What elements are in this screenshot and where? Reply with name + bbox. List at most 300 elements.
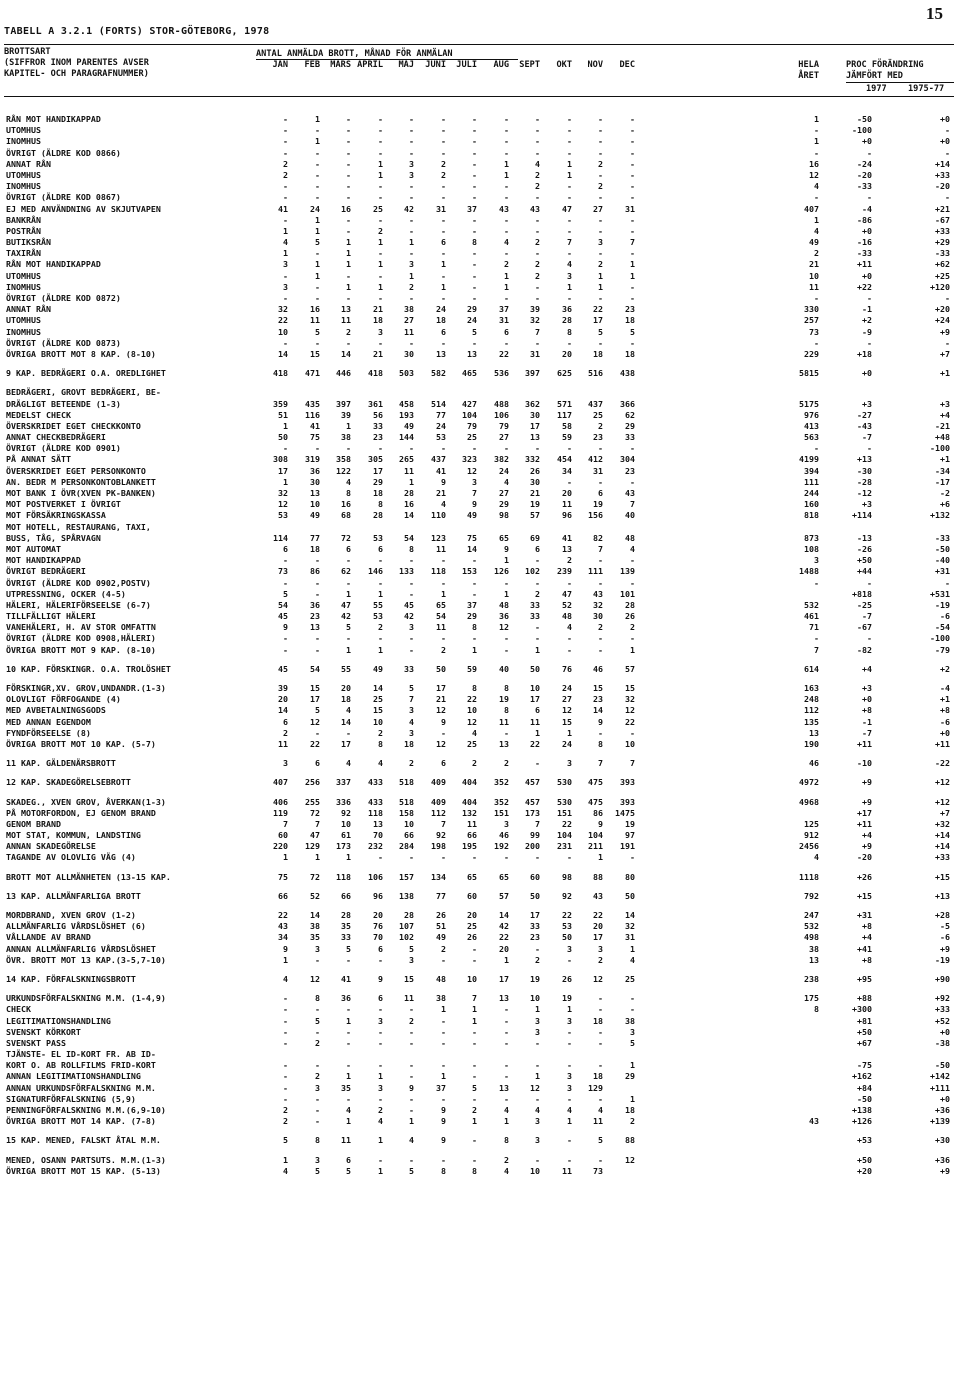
row-cell: - <box>535 443 540 454</box>
row-cell: 28 <box>341 910 351 920</box>
row-cell: -28 <box>857 476 872 487</box>
row-cell: - <box>535 852 540 863</box>
row-cell: 2 <box>535 169 540 180</box>
row-cell: - <box>378 147 383 158</box>
row-cell: -50 <box>935 543 950 554</box>
table-row <box>0 683 960 694</box>
row-cell: 16 <box>341 499 351 510</box>
row-cell: 86 <box>310 566 320 577</box>
column-subtitle-1: (SIFFROR INOM PARENTES AVSER <box>4 58 149 68</box>
row-cell: 5 <box>346 1165 351 1176</box>
row-cell: +20 <box>935 304 950 315</box>
row-cell: +84 <box>857 1082 872 1093</box>
row-cell: 304 <box>620 454 635 465</box>
row-cell: - <box>472 588 477 599</box>
row-cell: 393 <box>620 777 635 788</box>
row-cell: 9 <box>409 1082 414 1093</box>
row-cell: - <box>598 248 603 259</box>
row-cell: 65 <box>436 599 446 610</box>
row-cell: - <box>567 125 572 136</box>
row-cell: -79 <box>935 644 950 655</box>
month-header: AUG <box>493 60 509 70</box>
row-cell: 43 <box>593 890 603 901</box>
row-cell: 14 <box>278 705 288 716</box>
row-cell: -27 <box>857 409 872 420</box>
row-cell: +4 <box>862 830 872 841</box>
row-cell: 518 <box>399 777 414 788</box>
row-cell: 2456 <box>799 841 819 852</box>
row-cell: 582 <box>431 368 446 379</box>
row-cell: 4 <box>346 476 351 487</box>
row-cell: - <box>283 1037 288 1048</box>
row-label: UTOMHUS <box>6 125 41 136</box>
row-cell: 2 <box>504 1154 509 1165</box>
row-cell: 42 <box>341 611 351 622</box>
row-cell: +531 <box>930 588 950 599</box>
row-cell: 151 <box>557 807 572 818</box>
row-cell: -100 <box>930 633 950 644</box>
row-cell: 1 <box>472 1116 477 1127</box>
row-cell: 11 <box>404 465 414 476</box>
row-cell: 14 <box>341 348 351 359</box>
row-cell: 39 <box>341 409 351 420</box>
row-cell: 27 <box>404 315 414 326</box>
row-cell: 12 <box>593 973 603 984</box>
row-cell: 532 <box>804 599 819 610</box>
row-cell: 465 <box>462 368 477 379</box>
row-cell: 15 <box>310 683 320 693</box>
row-cell: 518 <box>399 796 414 807</box>
table-row <box>0 387 960 398</box>
row-cell: 30 <box>310 476 320 487</box>
row-cell: - <box>504 136 509 147</box>
row-cell: - <box>504 1071 509 1082</box>
row-cell: - <box>472 1037 477 1048</box>
row-label: DRÄGLIGT BETEENDE (1-3) <box>6 398 121 409</box>
row-cell: - <box>346 954 351 965</box>
row-cell: - <box>378 577 383 588</box>
row-cell: -100 <box>930 443 950 454</box>
row-cell: - <box>441 954 446 965</box>
row-cell: 12 <box>310 716 320 727</box>
row-cell: +50 <box>857 555 872 566</box>
row-cell: 9 <box>441 1135 446 1146</box>
month-header: MAJ <box>398 60 414 70</box>
row-cell: 1 <box>346 248 351 259</box>
row-cell: - <box>814 293 819 303</box>
row-cell: 102 <box>399 932 414 943</box>
row-label: FÖRSKINGR,XV. GROV,UNDANDR.(1-3) <box>6 683 166 693</box>
row-cell: +50 <box>857 1154 872 1165</box>
row-cell: - <box>945 577 950 588</box>
row-cell: 1 <box>472 1015 477 1026</box>
row-cell: - <box>441 443 446 454</box>
row-cell: 20 <box>373 910 383 920</box>
row-cell: - <box>504 1060 509 1071</box>
row-cell: 19 <box>530 973 540 984</box>
table-row <box>0 797 960 808</box>
row-cell: 26 <box>625 611 635 622</box>
row-cell: 6 <box>535 705 540 716</box>
row-cell: 2 <box>315 1037 320 1048</box>
row-cell: 1 <box>409 270 414 281</box>
row-cell: 15 <box>373 705 383 716</box>
row-cell: 112 <box>431 807 446 818</box>
row-cell: +1 <box>940 694 950 705</box>
row-cell: 20 <box>562 348 572 359</box>
row-cell: 211 <box>588 841 603 852</box>
row-cell: +31 <box>935 566 950 577</box>
row-cell: 1 <box>283 852 288 863</box>
row-cell: 118 <box>336 871 351 882</box>
row-cell: 28 <box>625 599 635 610</box>
row-cell: 5 <box>409 1165 414 1176</box>
row-cell: - <box>535 1037 540 1048</box>
row-cell: 2 <box>409 1015 414 1026</box>
row-cell: 163 <box>804 683 819 693</box>
row-cell: 1 <box>283 420 288 431</box>
row-label: MOT AUTOMAT <box>6 543 61 554</box>
row-cell: - <box>630 181 635 192</box>
row-cell: - <box>630 147 635 158</box>
row-cell: - <box>283 443 288 454</box>
row-cell: - <box>315 443 320 454</box>
row-cell: 70 <box>373 830 383 841</box>
row-cell: 3 <box>814 555 819 566</box>
row-cell: 18 <box>593 1015 603 1026</box>
row-cell: - <box>504 214 509 225</box>
row-cell: 10 <box>809 270 819 281</box>
row-cell: - <box>504 443 509 454</box>
row-cell: 3 <box>535 1135 540 1146</box>
row-cell: 407 <box>804 203 819 214</box>
row-cell: - <box>472 181 477 192</box>
row-cell: 4 <box>504 476 509 487</box>
table-row <box>0 159 960 170</box>
row-cell: - <box>472 954 477 965</box>
row-cell: - <box>535 192 540 203</box>
table-row <box>0 891 960 902</box>
row-cell: 418 <box>368 368 383 379</box>
row-cell: 220 <box>273 841 288 852</box>
table-row <box>0 728 960 739</box>
row-cell: 198 <box>431 841 446 852</box>
row-cell: 2 <box>535 259 540 270</box>
table-row <box>0 432 960 443</box>
row-cell: 13 <box>310 622 320 633</box>
row-cell: 18 <box>310 543 320 554</box>
row-cell: 3 <box>409 954 414 965</box>
row-cell: 60 <box>530 871 540 882</box>
row-cell: +0 <box>862 368 872 379</box>
row-cell: +142 <box>930 1071 950 1082</box>
row-cell: 43 <box>809 1116 819 1127</box>
table-row <box>0 1094 960 1105</box>
row-cell: -4 <box>862 203 872 214</box>
row-cell: 80 <box>625 871 635 882</box>
row-cell: 336 <box>336 796 351 807</box>
row-cell: - <box>598 644 603 655</box>
row-cell: +139 <box>930 1116 950 1127</box>
row-cell: 15 <box>625 683 635 693</box>
row-cell: 1 <box>504 1116 509 1127</box>
row-cell: 52 <box>562 599 572 610</box>
row-cell: 10 <box>530 683 540 693</box>
row-cell: 2 <box>630 622 635 633</box>
row-cell: 284 <box>399 841 414 852</box>
row-cell: 1 <box>598 281 603 292</box>
row-cell: -6 <box>940 932 950 943</box>
row-cell: 22 <box>499 932 509 943</box>
row-cell: 3 <box>567 758 572 769</box>
row-cell: 4 <box>630 543 635 554</box>
row-cell: 138 <box>399 890 414 901</box>
row-cell: 57 <box>530 510 540 521</box>
row-cell: 2 <box>598 622 603 633</box>
row-cell: 10 <box>341 818 351 829</box>
row-cell: - <box>409 1105 414 1115</box>
row-cell: - <box>504 114 509 124</box>
month-header: APRIL <box>357 60 383 70</box>
row-cell: 37 <box>467 203 477 214</box>
row-cell: 60 <box>467 890 477 901</box>
table-row <box>0 852 960 863</box>
table-row <box>0 589 960 600</box>
row-cell: +9 <box>940 943 950 954</box>
row-cell: +12 <box>935 777 950 788</box>
row-cell: 116 <box>305 409 320 420</box>
row-cell: - <box>504 1026 509 1037</box>
row-label: MED AVBETALNINGSGODS <box>6 705 106 716</box>
row-cell: 397 <box>336 398 351 409</box>
row-cell: 7 <box>283 818 288 829</box>
row-label: CHECK <box>6 1004 31 1015</box>
row-cell: 3 <box>567 1071 572 1082</box>
row-cell: 15 <box>562 716 572 727</box>
row-cell: 5 <box>598 326 603 337</box>
row-cell: 73 <box>278 566 288 577</box>
row-cell: 24 <box>499 465 509 476</box>
row-cell: 42 <box>499 921 509 932</box>
row-cell: - <box>346 1037 351 1048</box>
row-cell: - <box>535 758 540 769</box>
row-cell: 41 <box>436 465 446 476</box>
row-cell: - <box>409 1071 414 1082</box>
row-cell: 173 <box>336 841 351 852</box>
row-cell: +162 <box>852 1071 872 1082</box>
row-cell: 5 <box>598 1135 603 1146</box>
row-cell: 7 <box>814 644 819 655</box>
row-cell: 393 <box>620 796 635 807</box>
row-cell: - <box>535 577 540 588</box>
row-cell: 40 <box>499 663 509 674</box>
row-cell: 47 <box>562 203 572 214</box>
row-cell: - <box>630 281 635 292</box>
row-cell: - <box>409 181 414 192</box>
row-cell: 2 <box>598 954 603 965</box>
row-cell: 37 <box>436 1082 446 1093</box>
table-row <box>0 338 960 349</box>
table-row <box>0 315 960 326</box>
row-cell: 14 <box>593 705 603 716</box>
row-cell: 98 <box>562 871 572 882</box>
row-cell: - <box>598 577 603 588</box>
row-cell: - <box>567 1037 572 1048</box>
row-label: INOMHUS <box>6 136 41 147</box>
row-cell: -86 <box>857 214 872 225</box>
row-cell: 3 <box>315 943 320 954</box>
row-cell: - <box>567 443 572 454</box>
row-cell: -22 <box>935 758 950 769</box>
table-row <box>0 399 960 410</box>
row-cell: - <box>346 114 351 124</box>
row-cell: 11 <box>809 281 819 292</box>
table-row <box>0 739 960 750</box>
row-cell: - <box>630 225 635 236</box>
row-cell: 153 <box>462 566 477 577</box>
row-cell: +9 <box>940 326 950 337</box>
row-cell: - <box>630 125 635 136</box>
table-row <box>0 271 960 282</box>
row-cell: -54 <box>935 622 950 633</box>
row-cell: 13 <box>341 304 351 315</box>
row-cell: - <box>441 727 446 738</box>
row-label: ANNAN LEGITIMATIONSHANDLING <box>6 1071 141 1082</box>
table-row <box>0 717 960 728</box>
row-cell: 1 <box>315 214 320 225</box>
row-cell: +18 <box>857 348 872 359</box>
row-cell: 71 <box>809 622 819 633</box>
row-cell: 3 <box>283 259 288 270</box>
row-cell: -75 <box>857 1060 872 1071</box>
table-row <box>0 819 960 830</box>
row-cell: 8 <box>378 499 383 510</box>
row-cell: 28 <box>404 488 414 498</box>
row-cell: +15 <box>935 871 950 882</box>
row-cell: 2 <box>598 259 603 270</box>
table-row <box>0 421 960 432</box>
row-cell: 9 <box>598 818 603 829</box>
row-cell: - <box>315 169 320 180</box>
row-cell: 59 <box>562 432 572 443</box>
table-row <box>0 192 960 203</box>
row-cell: 53 <box>278 510 288 521</box>
row-cell: 41 <box>278 203 288 214</box>
row-cell: 4 <box>567 1105 572 1115</box>
row-cell: +9 <box>862 796 872 807</box>
row-cell: 7 <box>535 326 540 337</box>
table-row <box>0 248 960 259</box>
table-row <box>0 664 960 675</box>
table-row <box>0 694 960 705</box>
row-cell: - <box>283 993 288 1004</box>
row-cell: 13 <box>562 543 572 554</box>
row-cell: 625 <box>557 368 572 379</box>
row-cell: - <box>441 114 446 124</box>
table-row <box>0 921 960 932</box>
row-cell: 1 <box>567 1004 572 1015</box>
row-cell: 33 <box>341 932 351 943</box>
row-cell: - <box>409 1060 414 1071</box>
row-cell: 66 <box>278 890 288 901</box>
row-cell: 1 <box>814 214 819 225</box>
row-cell: - <box>472 270 477 281</box>
row-cell: - <box>441 1093 446 1104</box>
row-cell: 66 <box>467 830 477 841</box>
row-cell: - <box>814 147 819 158</box>
row-cell: - <box>378 954 383 965</box>
row-cell: 31 <box>593 465 603 476</box>
row-cell: 6 <box>283 543 288 554</box>
row-cell: - <box>630 136 635 147</box>
row-label: ÖVRIGT (ÄLDRE KOD 0872) <box>6 293 121 303</box>
row-cell: +6 <box>940 499 950 510</box>
row-cell: 11 <box>310 315 320 326</box>
row-cell: 17 <box>310 694 320 705</box>
row-cell: 2 <box>378 225 383 236</box>
row-cell: +33 <box>935 169 950 180</box>
row-cell: +9 <box>862 777 872 788</box>
row-cell: +15 <box>857 890 872 901</box>
table-row <box>0 349 960 360</box>
row-cell: - <box>378 1154 383 1165</box>
row-cell: 29 <box>467 304 477 315</box>
row-cell: - <box>630 248 635 259</box>
row-label: FYNDFÖRSEELSE (8) <box>6 727 91 738</box>
row-cell: - <box>567 293 572 303</box>
row-cell: 13 <box>499 993 509 1004</box>
row-cell: 40 <box>625 510 635 521</box>
table-row <box>0 1004 960 1015</box>
row-cell: - <box>598 727 603 738</box>
row-cell: - <box>441 147 446 158</box>
row-cell: - <box>535 147 540 158</box>
row-cell: 1 <box>567 169 572 180</box>
row-cell: - <box>346 1093 351 1104</box>
row-cell: 1 <box>441 588 446 599</box>
row-cell: 3 <box>409 622 414 633</box>
row-cell: - <box>378 192 383 203</box>
row-cell: 1 <box>504 270 509 281</box>
row-cell: 14 <box>373 683 383 693</box>
row-cell: 20 <box>499 943 509 954</box>
row-label: ALLMÄNFARLIG VÅRDSLÖSHET (6) <box>6 921 146 932</box>
row-cell: - <box>630 114 635 124</box>
table-row <box>0 758 960 769</box>
row-cell: - <box>409 225 414 236</box>
row-cell: - <box>378 1004 383 1015</box>
table-row <box>0 955 960 966</box>
row-cell: 51 <box>436 921 446 932</box>
row-cell: 2 <box>814 248 819 259</box>
row-cell: 53 <box>436 432 446 443</box>
row-cell: +81 <box>857 1015 872 1026</box>
row-cell: - <box>378 852 383 863</box>
row-cell: - <box>535 293 540 303</box>
row-cell: +9 <box>940 1165 950 1176</box>
row-cell: 3 <box>378 326 383 337</box>
row-cell: 4 <box>409 716 414 727</box>
row-cell: 1 <box>630 259 635 270</box>
row-cell: 9 <box>441 1105 446 1115</box>
row-cell: - <box>315 158 320 169</box>
row-cell: - <box>567 852 572 863</box>
row-label: UTPRESSNING, OCKER (4-5) <box>6 588 126 599</box>
row-cell: 70 <box>373 932 383 943</box>
row-cell: - <box>535 281 540 292</box>
row-cell: 18 <box>436 315 446 326</box>
row-cell: 99 <box>530 830 540 841</box>
